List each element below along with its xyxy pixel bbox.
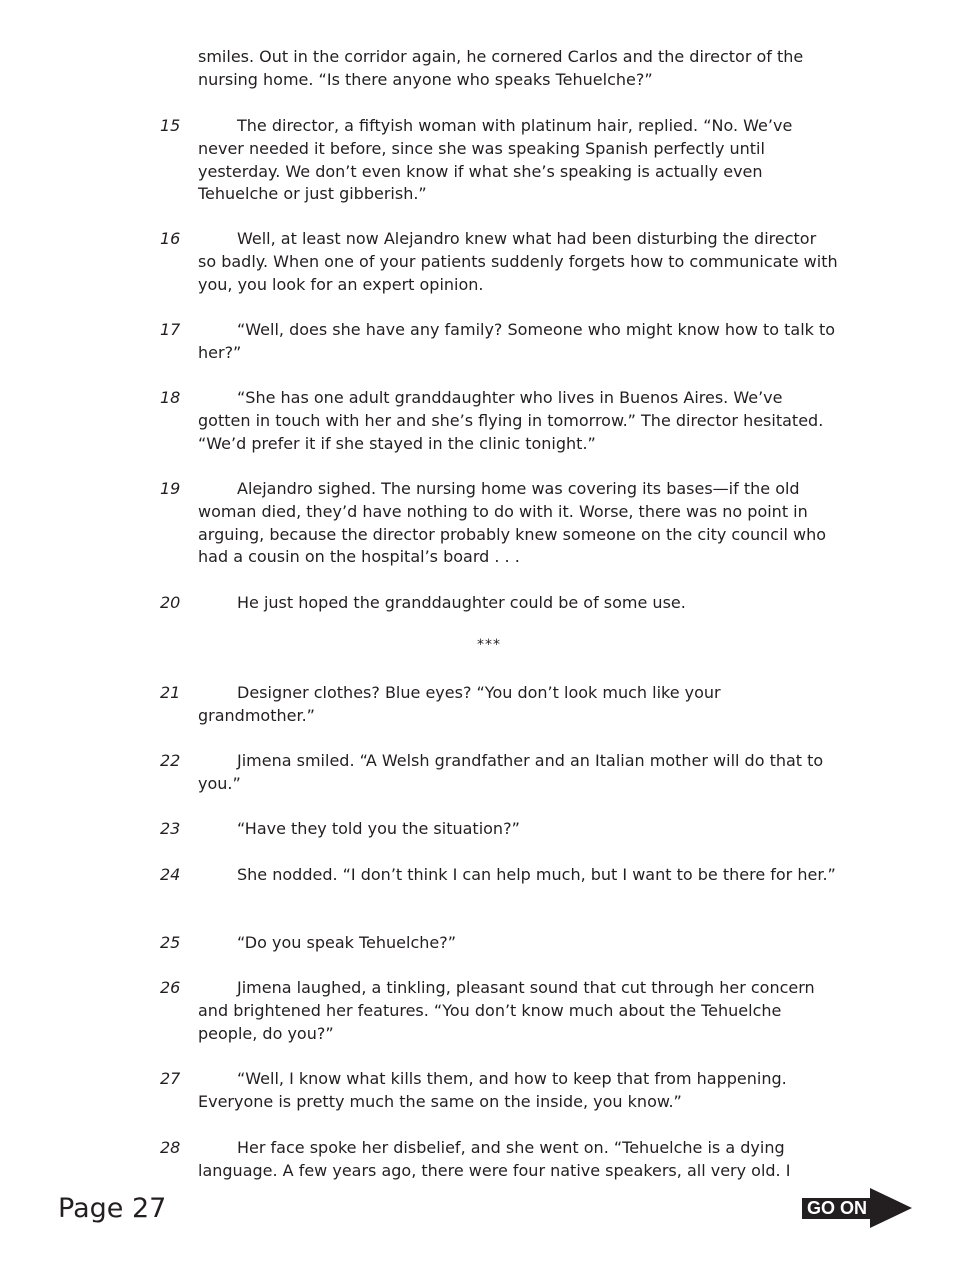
paragraph-text: Her face spoke her disbelief, and she went on. “Tehuelche is a dying language. A few years ago, there were four native speakers, all very old. I [198, 1138, 791, 1180]
page-number: Page 27 [58, 1193, 167, 1224]
paragraph-text: Jimena laughed, a tinkling, pleasant sound that cut through her concern and brightened her features. “You don’t know much about the Tehuelche people, do you?” [198, 978, 815, 1043]
paragraph-text: Well, at least now Alejandro knew what had been disturbing the director so badly. When one of your patients suddenly forgets how to communicate with you, you look for an expert opinion. [198, 229, 838, 294]
paragraph-number: 17 [160, 320, 181, 339]
paragraph-number: 18 [160, 388, 181, 407]
continuation-text: smiles. Out in the corridor again, he cornered Carlos and the director of the nursing home. “Is there anyone who speaks Tehuelche?” [198, 47, 804, 89]
section-separator: *** [477, 637, 501, 653]
arrow-right-icon [870, 1188, 912, 1228]
go-on-label: GO ON [807, 1198, 868, 1218]
paragraph-number: 22 [160, 751, 181, 770]
go-on-indicator [802, 1188, 912, 1228]
paragraph-text: “She has one adult granddaughter who lives in Buenos Aires. We’ve gotten in touch with her and she’s flying in tomorrow.” The director hesitated. “We’d prefer it if she stayed in the clinic tonight.” [198, 388, 824, 453]
paragraph-text: She nodded. “I don’t think I can help much, but I want to be there for her.” [237, 865, 836, 884]
paragraph-number: 21 [160, 683, 181, 702]
paragraph-text: The director, a fiftyish woman with platinum hair, replied. “No. We’ve never needed it before, since she was speaking Spanish perfectly until yesterday. We don’t even know if what she’s speaking is actually even Tehuelche or just gibberish.” [198, 116, 793, 204]
paragraph-text: “Well, does she have any family? Someone who might know how to talk to her?” [198, 320, 836, 362]
paragraph-text: Designer clothes? Blue eyes? “You don’t look much like your grandmother.” [198, 683, 721, 725]
paragraph-number: 15 [160, 116, 181, 135]
paragraph-text: “Do you speak Tehuelche?” [237, 933, 456, 952]
paragraph-text: Alejandro sighed. The nursing home was covering its bases—if the old woman died, they’d have nothing to do with it. Worse, there was no point in arguing, because the director probably knew someone on the city council who had a cousin on the hospital’s board . . . [198, 479, 827, 567]
paragraph-number: 23 [160, 819, 181, 838]
paragraph-text: He just hoped the granddaughter could be of some use. [237, 593, 686, 612]
paragraph-number: 19 [160, 479, 181, 498]
paragraph-number: 26 [160, 978, 181, 997]
paragraph-number: 28 [160, 1138, 181, 1157]
paragraph-number: 16 [160, 229, 181, 248]
paragraph-text: “Have they told you the situation?” [237, 819, 520, 838]
paragraph-number: 27 [160, 1069, 181, 1088]
paragraph-number: 24 [160, 865, 181, 884]
paragraph-text: “Well, I know what kills them, and how to keep that from happening. Everyone is pretty much the same on the inside, you know.” [198, 1069, 787, 1111]
paragraph-text: Jimena smiled. “A Welsh grandfather and an Italian mother will do that to you.” [198, 751, 824, 793]
paragraph-number: 20 [160, 593, 181, 612]
paragraph-number: 25 [160, 933, 181, 952]
